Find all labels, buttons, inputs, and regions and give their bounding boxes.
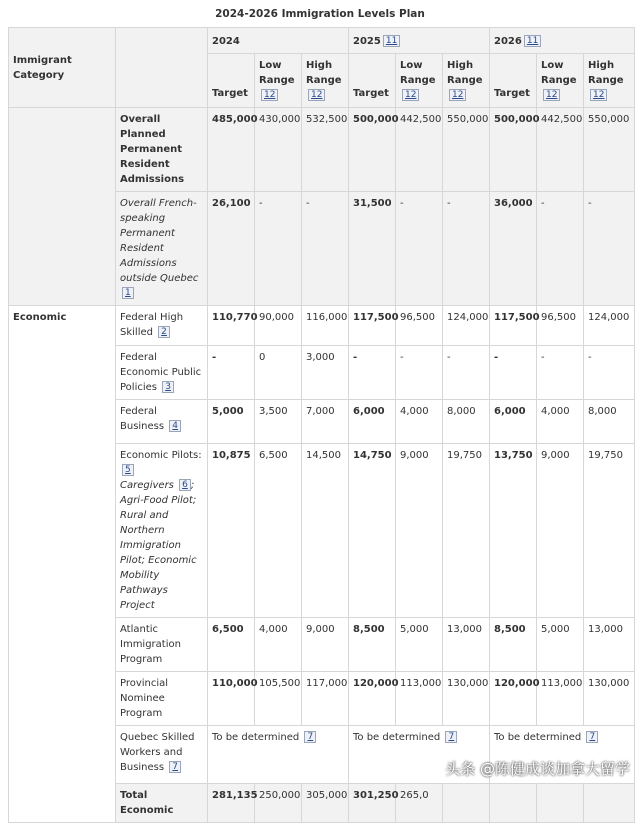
value-cell: 9,000 bbox=[537, 444, 584, 618]
value-cell: - bbox=[443, 346, 490, 400]
value-cell: - bbox=[537, 192, 584, 306]
year-header-2026: 2026 11 bbox=[490, 28, 635, 54]
footnote-link[interactable]: 3 bbox=[162, 381, 174, 393]
value-cell: 250,000 bbox=[255, 784, 302, 823]
footnote-link[interactable]: 7 bbox=[445, 731, 457, 743]
value-cell: 442,500 bbox=[396, 108, 443, 192]
value-cell: 117,000 bbox=[302, 672, 349, 726]
value-cell: 301,250 bbox=[349, 784, 396, 823]
value-cell: 117,500 bbox=[490, 306, 537, 346]
value-cell: - bbox=[490, 346, 537, 400]
value-cell: 6,000 bbox=[349, 400, 396, 444]
value-cell: 10,875 bbox=[208, 444, 255, 618]
value-cell: 281,135 bbox=[208, 784, 255, 823]
row-label: Overall French-speaking Permanent Resident Admissions outside Quebec 1 bbox=[116, 192, 208, 306]
to-be-determined-cell: To be determined 7 bbox=[349, 726, 490, 784]
value-cell: 4,000 bbox=[255, 618, 302, 672]
value-cell: 9,000 bbox=[302, 618, 349, 672]
value-cell: 110,770 bbox=[208, 306, 255, 346]
footnote-link[interactable]: 12 bbox=[449, 89, 466, 101]
footnote-link[interactable]: 12 bbox=[402, 89, 419, 101]
value-cell: 6,500 bbox=[255, 444, 302, 618]
row-label: Total Economic bbox=[116, 784, 208, 823]
footnote-link[interactable]: 7 bbox=[586, 731, 598, 743]
row-label: Provincial Nominee Program bbox=[116, 672, 208, 726]
high-range-header: High Range 12 bbox=[302, 54, 349, 108]
footnote-link[interactable]: 4 bbox=[169, 420, 181, 432]
value-cell: 124,000 bbox=[443, 306, 490, 346]
value-cell: - bbox=[443, 192, 490, 306]
category-cell: Economic bbox=[9, 306, 116, 823]
value-cell bbox=[490, 784, 537, 823]
value-cell: 485,000 bbox=[208, 108, 255, 192]
value-cell: 4,000 bbox=[396, 400, 443, 444]
value-cell: 500,000 bbox=[349, 108, 396, 192]
footnote-link[interactable]: 12 bbox=[308, 89, 325, 101]
value-cell: 500,000 bbox=[490, 108, 537, 192]
value-cell: 8,500 bbox=[349, 618, 396, 672]
table-row bbox=[9, 108, 635, 192]
target-header: Target bbox=[208, 54, 255, 108]
value-cell: 532,500 bbox=[302, 108, 349, 192]
high-range-header: High Range 12 bbox=[443, 54, 490, 108]
value-cell: 6,500 bbox=[208, 618, 255, 672]
row-label: Atlantic Immigration Program bbox=[116, 618, 208, 672]
value-cell: 14,500 bbox=[302, 444, 349, 618]
value-cell: - bbox=[302, 192, 349, 306]
value-cell: 90,000 bbox=[255, 306, 302, 346]
footnote-link[interactable]: 1 bbox=[122, 287, 134, 299]
value-cell: 8,000 bbox=[443, 400, 490, 444]
row-label: Federal Business 4 bbox=[116, 400, 208, 444]
value-cell: - bbox=[396, 346, 443, 400]
value-cell: 8,500 bbox=[490, 618, 537, 672]
value-cell: - bbox=[584, 346, 635, 400]
value-cell: - bbox=[537, 346, 584, 400]
value-cell: 13,000 bbox=[584, 618, 635, 672]
low-range-header: Low Range 12 bbox=[537, 54, 584, 108]
to-be-determined-cell: To be determined 7 bbox=[490, 726, 635, 784]
value-cell: 105,500 bbox=[255, 672, 302, 726]
table-row bbox=[9, 306, 635, 346]
value-cell bbox=[443, 784, 490, 823]
value-cell: 19,750 bbox=[584, 444, 635, 618]
page-title: 2024-2026 Immigration Levels Plan bbox=[215, 8, 425, 20]
footnote-link[interactable]: 7 bbox=[169, 761, 181, 773]
value-cell: 8,000 bbox=[584, 400, 635, 444]
year-header-2025: 2025 11 bbox=[349, 28, 490, 54]
low-range-header: Low Range 12 bbox=[396, 54, 443, 108]
value-cell: 113,000 bbox=[537, 672, 584, 726]
to-be-determined-cell: To be determined 7 bbox=[208, 726, 349, 784]
value-cell: 5,000 bbox=[208, 400, 255, 444]
value-cell: 3,500 bbox=[255, 400, 302, 444]
value-cell: 13,000 bbox=[443, 618, 490, 672]
value-cell: 120,000 bbox=[349, 672, 396, 726]
value-cell: 6,000 bbox=[490, 400, 537, 444]
footnote-link[interactable]: 11 bbox=[383, 35, 400, 47]
footnote-link[interactable]: 2 bbox=[158, 326, 170, 338]
value-cell: 550,000 bbox=[584, 108, 635, 192]
year-header-2024: 2024 bbox=[208, 28, 349, 54]
value-cell: 120,000 bbox=[490, 672, 537, 726]
target-header: Target bbox=[490, 54, 537, 108]
value-cell: 31,500 bbox=[349, 192, 396, 306]
value-cell: 26,100 bbox=[208, 192, 255, 306]
value-cell: 9,000 bbox=[396, 444, 443, 618]
watermark: 头条 @陈健成谈加拿大留学 bbox=[445, 760, 630, 778]
value-cell: 96,500 bbox=[537, 306, 584, 346]
footnote-link[interactable]: 6 bbox=[179, 479, 191, 491]
value-cell: 4,000 bbox=[537, 400, 584, 444]
value-cell: 7,000 bbox=[302, 400, 349, 444]
value-cell: 124,000 bbox=[584, 306, 635, 346]
value-cell: - bbox=[208, 346, 255, 400]
label-header bbox=[116, 28, 208, 108]
value-cell: 36,000 bbox=[490, 192, 537, 306]
value-cell: 130,000 bbox=[584, 672, 635, 726]
category-cell bbox=[9, 108, 116, 306]
row-label: Federal High Skilled 2 bbox=[116, 306, 208, 346]
value-cell: 130,000 bbox=[443, 672, 490, 726]
value-cell: - bbox=[255, 192, 302, 306]
value-cell: - bbox=[396, 192, 443, 306]
low-range-header: Low Range 12 bbox=[255, 54, 302, 108]
footnote-link[interactable]: 12 bbox=[261, 89, 278, 101]
value-cell: 5,000 bbox=[396, 618, 443, 672]
value-cell: 5,000 bbox=[537, 618, 584, 672]
value-cell: - bbox=[584, 192, 635, 306]
high-range-header: High Range 12 bbox=[584, 54, 635, 108]
value-cell: 550,000 bbox=[443, 108, 490, 192]
value-cell: 117,500 bbox=[349, 306, 396, 346]
value-cell: 305,000 bbox=[302, 784, 349, 823]
value-cell: 265,0 bbox=[396, 784, 443, 823]
footnote-link[interactable]: 7 bbox=[304, 731, 316, 743]
value-cell: 116,000 bbox=[302, 306, 349, 346]
value-cell: 96,500 bbox=[396, 306, 443, 346]
value-cell: 14,750 bbox=[349, 444, 396, 618]
row-label: Federal Economic Public Policies 3 bbox=[116, 346, 208, 400]
value-cell: 442,500 bbox=[537, 108, 584, 192]
value-cell: 19,750 bbox=[443, 444, 490, 618]
value-cell bbox=[584, 784, 635, 823]
footnote-link[interactable]: 12 bbox=[543, 89, 560, 101]
row-label: Overall Planned Permanent Resident Admissions bbox=[116, 108, 208, 192]
target-header: Target bbox=[349, 54, 396, 108]
category-header: Immigrant Category bbox=[9, 28, 116, 108]
value-cell: 113,000 bbox=[396, 672, 443, 726]
row-label: Economic Pilots: 5 Caregivers 6 ; Agri-Food Pilot; Rural and Northern Immigration Pilot; Economic Mobility Pathways Project bbox=[116, 444, 208, 618]
row-label: Quebec Skilled Workers and Business 7 bbox=[116, 726, 208, 784]
value-cell: - bbox=[349, 346, 396, 400]
value-cell: 0 bbox=[255, 346, 302, 400]
footnote-link[interactable]: 5 bbox=[122, 464, 134, 476]
value-cell: 430,000 bbox=[255, 108, 302, 192]
value-cell: 13,750 bbox=[490, 444, 537, 618]
value-cell: 110,000 bbox=[208, 672, 255, 726]
immigration-levels-table bbox=[8, 27, 635, 823]
value-cell: 3,000 bbox=[302, 346, 349, 400]
footnote-link[interactable]: 12 bbox=[590, 89, 607, 101]
value-cell bbox=[537, 784, 584, 823]
footnote-link[interactable]: 11 bbox=[524, 35, 541, 47]
